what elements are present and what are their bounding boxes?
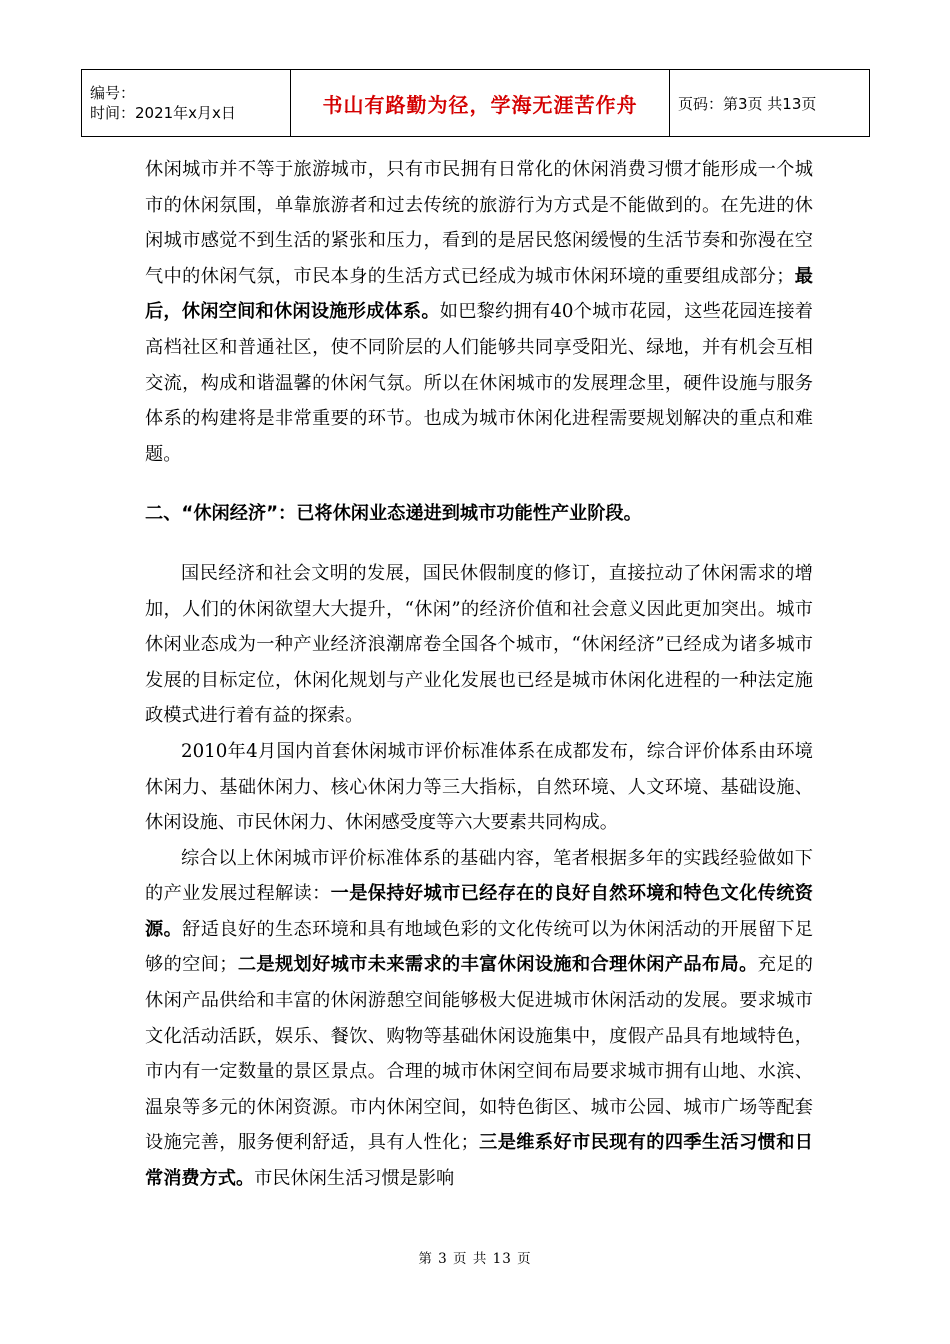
paragraph-4-text-e: 充足的休闲产品供给和丰富的休闲游憩空间能够极大促进城市休闲活动的发展。要求城市文化活动活跃，娱乐、餐饮、购物等基础休闲设施集中，度假产品具有地域特色，市内有一定数量的景区景点。合理的城市休闲空间布局要求城市拥有山地、水滨、温泉等多元的休闲资源。市内休闲空间，如特色街区、城市公园、城市广场等配套设施完善，服务便利舒适，具有人性化； <box>145 954 813 1154</box>
paragraph-4-text-a: 综合以上休闲城市评价标准体系的基础内容，笔者根据多年的实践经验做如下的产业发展过程解读： <box>145 847 813 905</box>
paragraph-4 <box>145 841 813 1197</box>
paragraph-4-bold-3: 三是维系好市民现有的四季生活习惯和日常消费方式。 <box>145 1132 813 1190</box>
document-time-label: 时间：2021年x月x日 <box>90 104 236 122</box>
header-page-info: 页码：第3页 共13页 <box>670 70 870 137</box>
paragraph-4-text-c: 舒适良好的生态环境和具有地域色彩的文化传统可以为休闲活动的开展留下足够的空间； <box>145 918 813 976</box>
paragraph-1-text-a: 休闲城市并不等于旅游城市，只有市民拥有日常化的休闲消费习惯才能形成一个城市的休闲氛围，单靠旅游者和过去传统的旅游行为方式是不能做到的。在先进的休闲城市感觉不到生活的紧张和压力，看到的是居民悠闲缓慢的生活节奏和弥漫在空气中的休闲气氛，市民本身的生活方式已经成为城市休闲环境的重要组成部分； <box>145 159 813 287</box>
paragraph-4-bold-2: 二是规划好城市未来需求的丰富休闲设施和合理休闲产品布局。 <box>237 954 758 976</box>
paragraph-1 <box>145 152 813 472</box>
paragraph-1-bold: 最后，休闲空间和休闲设施形成体系。 <box>145 265 813 323</box>
document-number-label: 编号： <box>90 84 136 102</box>
page-footer: 第 3 页 共 13 页 <box>418 1251 532 1267</box>
paragraph-4-bold-1: 一是保持好城市已经存在的良好自然环境和特色文化传统资源。 <box>145 883 813 940</box>
paragraph-3: 2010年4月国内首套休闲城市评价标准体系在成都发布，综合评价体系由环境休闲力、基础休闲力、核心休闲力等三大指标，自然环境、人文环境、基础设施、休闲设施、市民休闲力、休闲感受度等六大要素共同构成。 <box>145 740 813 834</box>
paragraph-2: 国民经济和社会文明的发展，国民休假制度的修订，直接拉动了休闲需求的增加，人们的休闲欲望大大提升，“休闲”的经济价值和社会意义因此更加突出。城市休闲业态成为一种产业经济浪潮席卷全国各个城市，“休闲经济”已经成为诸多城市发展的目标定位，休闲化规划与产业化发展也已经是城市休闲化进程的一种法定施政模式进行着有益的探索。 <box>145 562 813 727</box>
section-heading-2: 二、“休闲经济”：已将休闲业态递进到城市功能性产业阶段。 <box>145 503 642 525</box>
paragraph-4-text-g: 市民休闲生活习惯是影响 <box>254 1168 455 1190</box>
header-meta-cell <box>82 70 291 137</box>
document-body <box>145 152 813 1197</box>
paragraph-1-text-c: 如巴黎约拥有40个城市花园，这些花园连接着高档社区和普通社区，使不同阶层的人们能够共同享受阳光、绿地，并有机会互相交流，构成和谐温馨的休闲气氛。所以在休闲城市的发展理念里，硬件设施与服务体系的构建将是非常重要的环节。也成为城市休闲化进程需要规划解决的重点和难题。 <box>145 301 813 465</box>
document-header <box>81 69 870 137</box>
header-motto: 书山有路勤为径，学海无涯苦作舟 <box>291 70 670 137</box>
